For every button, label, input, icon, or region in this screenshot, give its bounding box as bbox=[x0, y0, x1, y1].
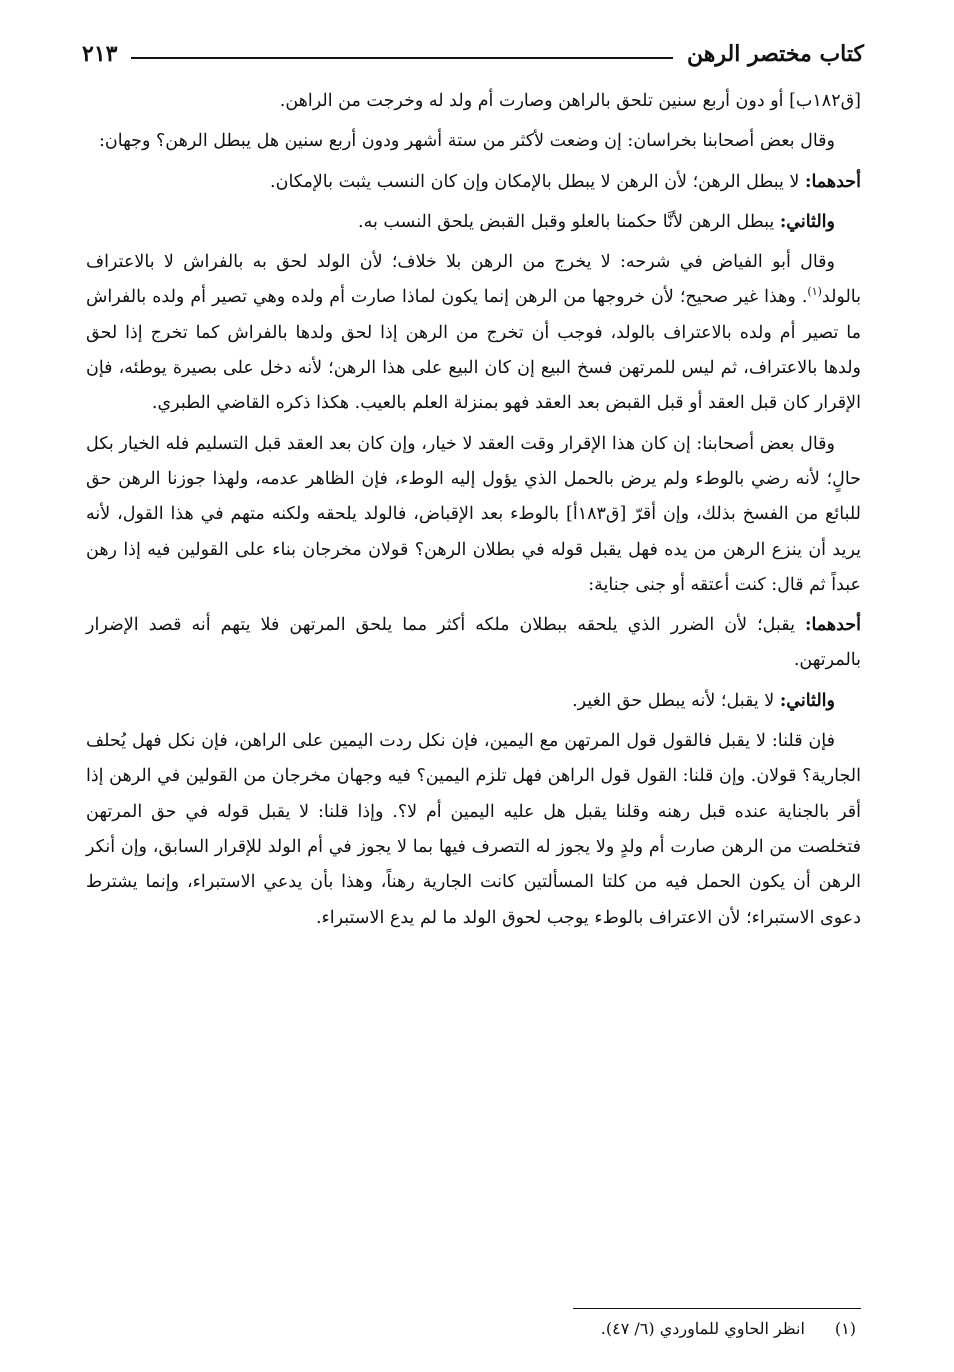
paragraph-lead: أحدهما: bbox=[804, 171, 861, 192]
footnote-mark: (١) bbox=[834, 1319, 856, 1338]
footnote bbox=[300, 1316, 856, 1342]
paragraph-text: لا يبطل الرهن؛ لأن الرهن لا يبطل بالإمكان وإن كان النسب يثبت بالإمكان. bbox=[270, 171, 805, 192]
paragraph bbox=[86, 427, 861, 603]
paragraph-text: لا يقبل؛ لأنه يبطل حق الغير. bbox=[572, 690, 780, 711]
footnote-text: انظر الحاوي للماوردي (٦/ ٤٧). bbox=[600, 1319, 805, 1338]
book-title: كتاب مختصر الرهن bbox=[687, 41, 864, 67]
body-text bbox=[86, 84, 861, 941]
paragraph-text: وقال أبو الفياض في شرحه: لا يخرج من الرهن بلا خلاف؛ لأن الولد لحق به بالفراش لا بالاعتراف بالولد bbox=[86, 252, 861, 308]
paragraph bbox=[86, 724, 861, 936]
running-head bbox=[82, 34, 864, 74]
paragraph-text: وقال بعض أصحابنا: إن كان هذا الإقرار وقت العقد لا خيار، وإن كان بعد العقد قبل التسليم فله الخيار بكل حالٍ؛ لأنه رضي بالوطء ولم يرض بالحمل الذي يؤول إليه الوطء، فإن الظاهر عدمه، ولهذا جوزنا الرهن حق للبائع من الفسخ بذلك، وإن أقرّ [ق١٨٣أ] بالوطء بعد الإقباض، فالولد يلحقه ولكنه متهم في هذا القول، لأنه يريد أن ينزع الرهن من يده فهل يقبل قوله في بطلان الرهن؟ قولان مخرجان بناء على القولين فيه إذا رهن عبداً ثم قال: كنت أعتقه أو جنى جناية: bbox=[86, 433, 861, 595]
paragraph bbox=[86, 684, 861, 719]
paragraph bbox=[86, 84, 861, 119]
paragraph-text: فإن قلنا: لا يقبل فالقول قول المرتهن مع اليمين، فإن نكل ردت اليمين على الراهن، فإن نكل فهل يُحلف الجارية؟ قولان. وإن قلنا: القول قول الراهن فهل تلزم اليمين؟ فيه وجهان مخرجان من القولين في الرهن إذا أقر بالجناية عنده قبل رهنه وقلنا يقبل هل عليه اليمين أم لا؟. وإذا قلنا: لا يقبل قوله في حق المرتهن فتخلصت من الرهن صارت أم ولدٍ ولا يجوز له التصرف فيها بما لا يجوز في أم الولد للإقرار السابق، وإن أنكر الرهن أن يكون الحمل فيه من كلتا المسألتين كانت الجارية رهناً، وهذا بأن يدعي الاستبراء، وإنما يشترط دعوى الاستبراء؛ لأن الاعتراف بالوطء يوجب لحوق الولد ما لم يدع الاستبراء. bbox=[86, 731, 861, 928]
paragraph-lead: والثاني: bbox=[779, 690, 835, 711]
paragraph bbox=[86, 205, 861, 240]
paragraph bbox=[86, 245, 861, 421]
paragraph-text-continued: . وهذا غير صحيح؛ لأن خروجها من الرهن إنما يكون لماذا صارت أم ولده وهي تصير أم ولده بالفراش ما تصير أم ولده بالاعتراف بالولد، فوجب أن تخرج من الرهن إذا لحق ولدها بالفراش كما تخرج إذا لحق ولدها بالاعتراف، ثم ليس للمرتهن فسخ البيع إن كان البيع على هذا الرهن؛ لأنه دخل على بصيرة يوطئه، فإن الإقرار كان قبل العقد أو قبل القبض بعد العقد فهو بمنزلة العلم بالعيب. هكذا ذكره القاضي الطبري. bbox=[86, 287, 861, 414]
paragraph bbox=[86, 124, 861, 159]
page-number: ٢١٣ bbox=[82, 41, 118, 67]
paragraph-text: [ق١٨٢ب] أو دون أربع سنين تلحق بالراهن وصارت أم ولد له وخرجت من الراهن. bbox=[279, 91, 861, 111]
paragraph-text: يبطل الرهن لأنَّا حكمنا بالعلو وقبل القبض يلحق النسب به. bbox=[358, 211, 780, 232]
paragraph bbox=[86, 608, 861, 679]
paragraph-text: يقبل؛ لأن الضرر الذي يلحقه ببطلان ملكه أكثر مما يلحق المرتهن فلا يتهم أنه قصد الإضرار بالمرتهن. bbox=[86, 615, 861, 671]
footnote-reference[interactable]: (١) bbox=[807, 285, 822, 299]
header-rule bbox=[131, 57, 673, 59]
paragraph-lead: أحدهما: bbox=[804, 615, 861, 636]
paragraph-text: وقال بعض أصحابنا بخراسان: إن وضعت لأكثر من ستة أشهر ودون أربع سنين هل يبطل الرهن؟ وجهان: bbox=[99, 131, 835, 152]
paragraph-lead: والثاني: bbox=[779, 211, 835, 232]
footnote-rule bbox=[573, 1308, 861, 1309]
paragraph bbox=[86, 165, 861, 200]
